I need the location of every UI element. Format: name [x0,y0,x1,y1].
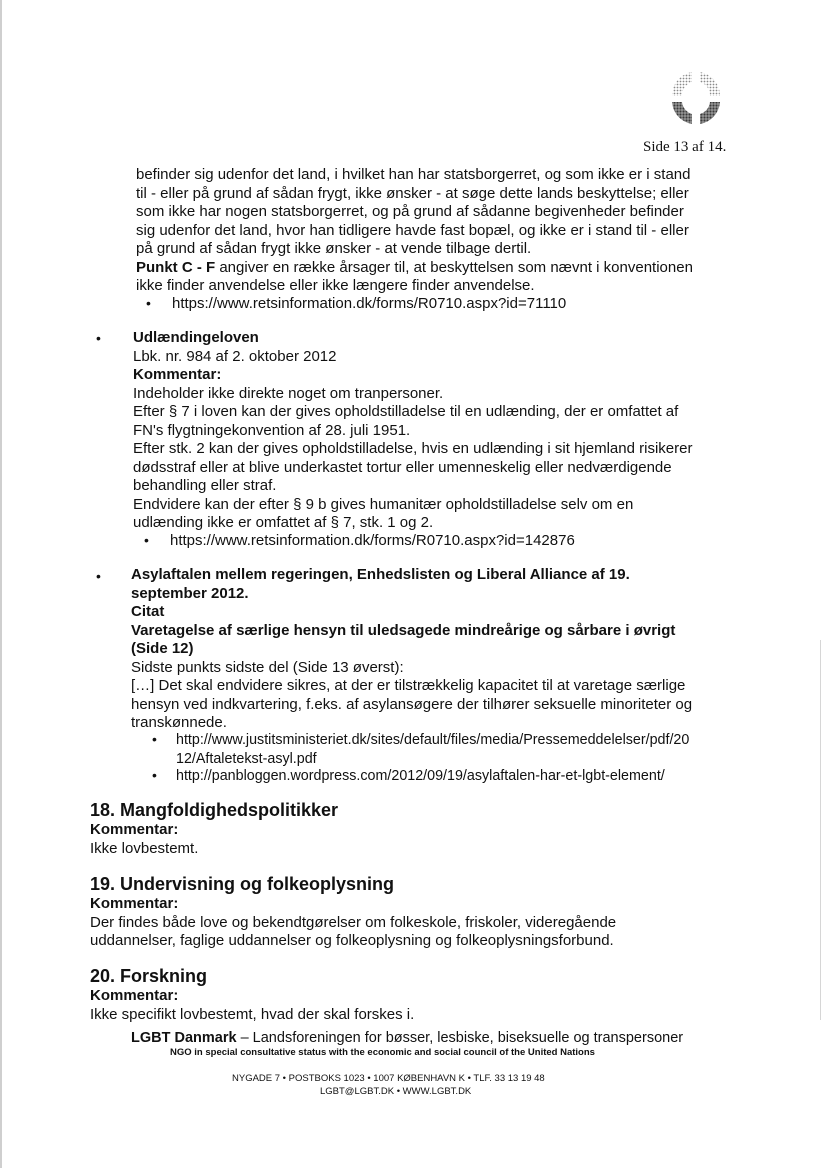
intro-line: til - eller på grund af sådan frygt, ikke ønsker - at søge dette lands beskyttelse; eller [136,184,689,202]
asyl-line: […] Det skal endvidere sikres, at der er tilstrækkelig kapacitet til at varetage særlige [131,677,686,694]
section-20-heading: 20. Forskning [90,966,208,986]
bullet-dot-icon: • [152,767,157,783]
section-19-text-2: uddannelser, faglige uddannelser og folkeoplysning og folkeoplysningsforbund. [90,932,614,949]
intro-line: som ikke har nogen statsborgerret, og på grund af sådanne begivenheder befinder [136,203,684,220]
footer-contact[interactable]: LGBT@LGBT.DK • WWW.LGBT.DK [320,1086,472,1097]
scan-edge-left [0,0,2,1168]
udl-title: Udlændingeloven [133,329,259,346]
section-19-heading: 19. Undervisning og folkeoplysning [90,874,395,894]
panbloggen-link[interactable]: http://panbloggen.wordpress.com/2012/09/19/asylaftalen-har-et-lgbt-element/ [176,768,665,784]
udl-line: FN's flygtningekonvention af 28. juli 1951. [133,421,411,439]
intro-line: befinder sig udenfor det land, i hvilket han har statsborgerret, og som ikke er i stand [136,166,691,183]
page-number: Side 13 af 14. [643,139,727,155]
udl-line: Indeholder ikke direkte noget om tranpersoner. [133,384,444,402]
asyl-line: Sidste punkts sidste del (Side 13 øverst): [131,658,404,676]
intro-line: på grund af sådan frygt ikke ønsker - at vende tilbage dertil. [136,240,532,257]
footer-org-name: LGBT Danmark [131,1030,237,1046]
logo-icon [664,62,728,130]
bullet-dot-icon: • [96,330,101,346]
section-18-heading: 18. Mangfoldighedspolitikker [90,800,339,820]
scan-edge-right [820,640,821,1020]
footer-org-line [131,1029,683,1047]
bullet-dot-icon: • [144,532,149,548]
asyl-citat-label: Citat [131,603,165,620]
section-19-kommentar-label: Kommentar: [90,895,179,912]
udl-line: udlænding ikke er omfattet af § 7, stk. 1 og 2. [133,514,434,531]
intro-line: sig udenfor det land, hvor han tidligere havde fast bopæl, og ikke er i stand til - eller [136,221,689,239]
udl-lbk: Lbk. nr. 984 af 2. oktober 2012 [133,347,337,365]
punkt-line-2: ikke finder anvendelse eller ikke længere finder anvendelse. [136,277,535,294]
asyl-title: Asylaftalen mellem regeringen, Enhedslisten og Liberal Alliance af 19. [131,566,630,583]
section-18-kommentar-label: Kommentar: [90,821,179,838]
udl-line: Efter stk. 2 kan der gives opholdstilladelse, hvis en udlænding i sit hjemland risikerer [133,440,693,457]
udl-line: Efter § 7 i loven kan der gives opholdstilladelse til en udlænding, der er omfattet af [133,403,679,420]
asyl-subheading-2: (Side 12) [131,640,194,657]
footer-org-desc: – Landsforeningen for bøsser, lesbiske, biseksuelle og transpersoner [236,1030,684,1046]
punkt-line [136,259,693,277]
bullet-dot-icon: • [152,731,157,747]
section-18-text: Ikke lovbestemt. [90,840,199,857]
udl-line: Endvidere kan der efter § 9 b gives humanitær opholdstilladelse selv om en [133,495,634,513]
punkt-text: angiver en række årsager til, at beskyttelsen som nævnt i konventionen [215,258,693,276]
asyl-line: hensyn ved indkvartering, f.eks. af asylansøgere der tilhører seksuelle minoriteter og [131,695,693,713]
asyl-title-2: september 2012. [131,584,249,602]
asyl-line: transkønnede. [131,714,227,731]
justitsministeriet-link-2[interactable]: 12/Aftaletekst-asyl.pdf [176,750,317,767]
section-20-text: Ikke specifikt lovbestemt, hvad der skal forskes i. [90,1005,415,1023]
section-19-text: Der findes både love og bekendtgørelser om folkeskole, friskoler, videregående [90,913,617,931]
footer-ngo-status: NGO in special consultative status with the economic and social council of the United Nations [170,1047,595,1058]
section-20-kommentar-label: Kommentar: [90,987,179,1004]
udl-kommentar-label: Kommentar: [133,366,222,383]
bullet-dot-icon: • [96,568,101,584]
justitsministeriet-link[interactable]: http://www.justitsministeriet.dk/sites/default/files/media/Pressemeddelelser/pdf/20 [176,732,690,748]
udl-line: dødsstraf eller at blive underkastet tortur eller umenneskelig eller nedværdigende [133,458,672,476]
punkt-label: Punkt C - F [136,258,216,276]
asyl-subheading: Varetagelse af særlige hensyn til uledsagede mindreårige og sårbare i øvrigt [131,621,676,639]
retsinformation-link-71110[interactable]: https://www.retsinformation.dk/forms/R0710.aspx?id=71110 [172,295,567,312]
bullet-dot-icon: • [146,295,151,311]
retsinformation-link-142876[interactable]: https://www.retsinformation.dk/forms/R0710.aspx?id=142876 [170,532,575,549]
udl-line: behandling eller straf. [133,477,277,494]
footer-address: NYGADE 7 • POSTBOKS 1023 • 1007 KØBENHAVN K • TLF. 33 13 19 48 [232,1073,545,1084]
